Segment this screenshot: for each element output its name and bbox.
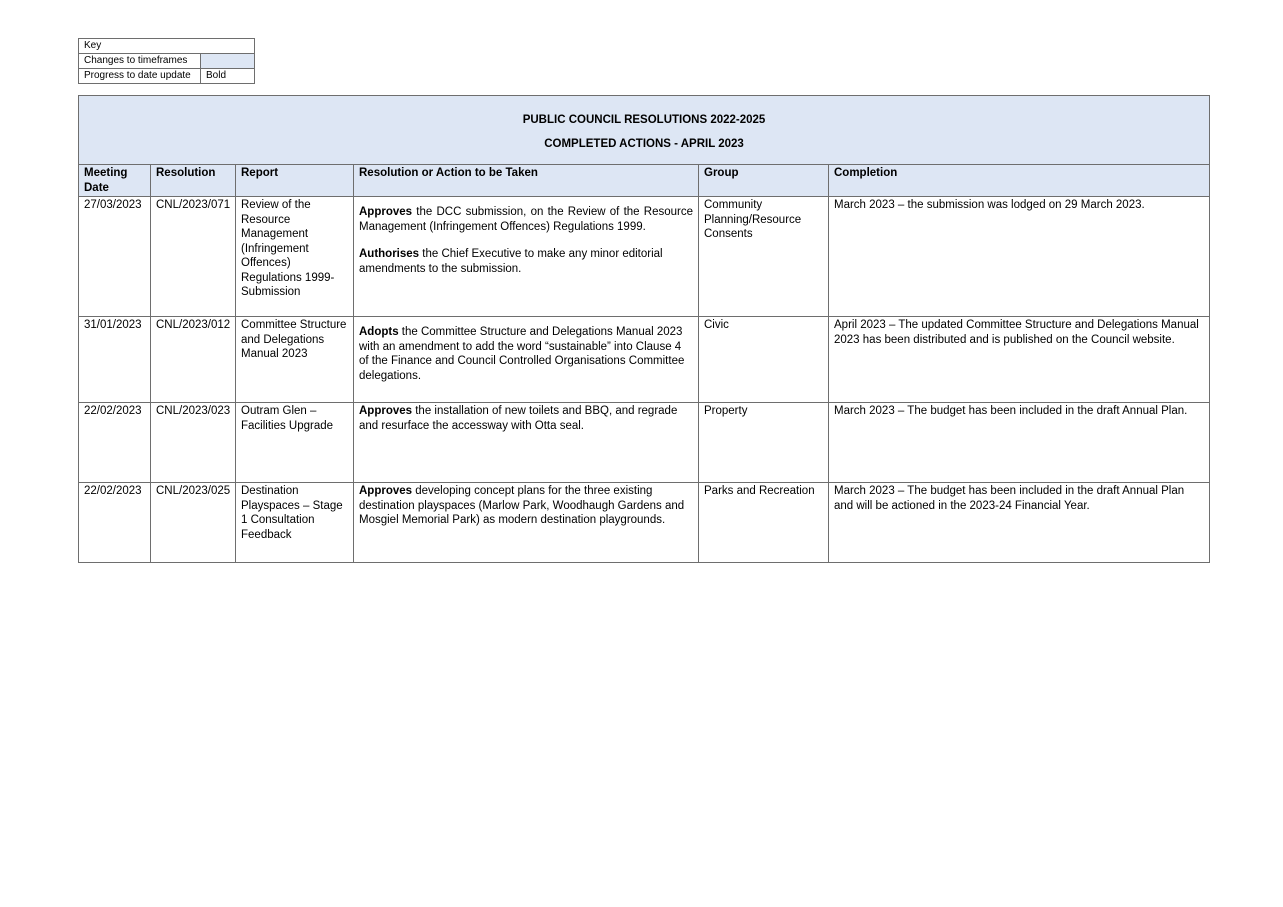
- table-row: [79, 197, 1210, 317]
- table-header-row: [79, 165, 1210, 197]
- action-verb: Approves: [359, 206, 413, 218]
- resolution-cell: CNL/2023/023: [151, 403, 236, 483]
- action-paragraph: [359, 325, 693, 383]
- action-cell: [354, 317, 699, 403]
- action-cell: [354, 197, 699, 317]
- report-cell: Outram Glen – Facilities Upgrade: [236, 403, 354, 483]
- completion-cell: March 2023 – The budget has been included in the draft Annual Plan.: [829, 403, 1210, 483]
- meeting-date-cell: 27/03/2023: [79, 197, 151, 317]
- action-verb: Approves: [359, 405, 413, 417]
- table-row: [79, 403, 1210, 483]
- group-cell: Community Planning/Resource Consents: [699, 197, 829, 317]
- action-verb: Adopts: [359, 326, 399, 338]
- report-subtitle: COMPLETED ACTIONS - APRIL 2023: [544, 138, 744, 150]
- group-cell: Property: [699, 403, 829, 483]
- group-cell: Parks and Recreation: [699, 483, 829, 563]
- action-text: the Committee Structure and Delegations Manual 2023 with an amendment to add the word “sustainable” into Clause 4 of the Finance and Council Controlled Organisations Committee delegations.: [359, 326, 685, 382]
- action-text: developing concept plans for the three existing destination playspaces (Marlow Park, Woodhaugh Gardens and Mosgiel Memorial Park) as modern destination playgrounds.: [359, 485, 685, 526]
- report-cell: Destination Playspaces – Stage 1 Consultation Feedback: [236, 483, 354, 563]
- resolutions-table: [78, 95, 1210, 563]
- table-title-block: [79, 96, 1210, 165]
- action-paragraph: [359, 205, 693, 234]
- action-text: the DCC submission, on the Review of the Resource Management (Infringement Offences) Regulations 1999.: [359, 206, 693, 233]
- key-value-progress: Bold: [201, 69, 255, 84]
- column-header-resolution: Resolution: [151, 165, 236, 197]
- resolution-cell: CNL/2023/071: [151, 197, 236, 317]
- action-text: the installation of new toilets and BBQ, and regrade and resurface the accessway with Otta seal.: [359, 405, 678, 432]
- action-verb: Approves: [359, 485, 413, 497]
- completion-cell: April 2023 – The updated Committee Structure and Delegations Manual 2023 has been distributed and is published on the Council website.: [829, 317, 1210, 403]
- action-cell: [354, 403, 699, 483]
- completion-cell: March 2023 – The budget has been included in the draft Annual Plan and will be actioned in the 2023-24 Financial Year.: [829, 483, 1210, 563]
- action-text: the Chief Executive to make any minor editorial amendments to the submission.: [359, 248, 663, 275]
- group-cell: Civic: [699, 317, 829, 403]
- action-cell: [354, 483, 699, 563]
- table-row: [79, 483, 1210, 563]
- key-label-timeframes: Changes to timeframes: [79, 54, 201, 69]
- column-header-group: Group: [699, 165, 829, 197]
- table-row: [79, 317, 1210, 403]
- resolution-cell: CNL/2023/025: [151, 483, 236, 563]
- action-paragraph: [359, 484, 693, 528]
- action-verb: Authorises: [359, 248, 420, 260]
- report-title: PUBLIC COUNCIL RESOLUTIONS 2022-2025: [522, 113, 766, 126]
- key-label-progress: Progress to date update: [79, 69, 201, 84]
- key-title: Key: [79, 39, 255, 54]
- action-paragraph: [359, 247, 693, 276]
- column-header-report: Report: [236, 165, 354, 197]
- key-swatch-timeframes: [201, 54, 255, 69]
- column-header-completion: Completion: [829, 165, 1210, 197]
- column-header-action: Resolution or Action to be Taken: [354, 165, 699, 197]
- report-cell: Committee Structure and Delegations Manual 2023: [236, 317, 354, 403]
- meeting-date-cell: 22/02/2023: [79, 403, 151, 483]
- key-legend: [78, 38, 255, 84]
- meeting-date-cell: 22/02/2023: [79, 483, 151, 563]
- resolution-cell: CNL/2023/012: [151, 317, 236, 403]
- column-header-meeting-date: Meeting Date: [79, 165, 151, 197]
- report-cell: Review of the Resource Management (Infringement Offences) Regulations 1999- Submission: [236, 197, 354, 317]
- action-paragraph: [359, 404, 693, 433]
- meeting-date-cell: 31/01/2023: [79, 317, 151, 403]
- completion-cell: March 2023 – the submission was lodged on 29 March 2023.: [829, 197, 1210, 317]
